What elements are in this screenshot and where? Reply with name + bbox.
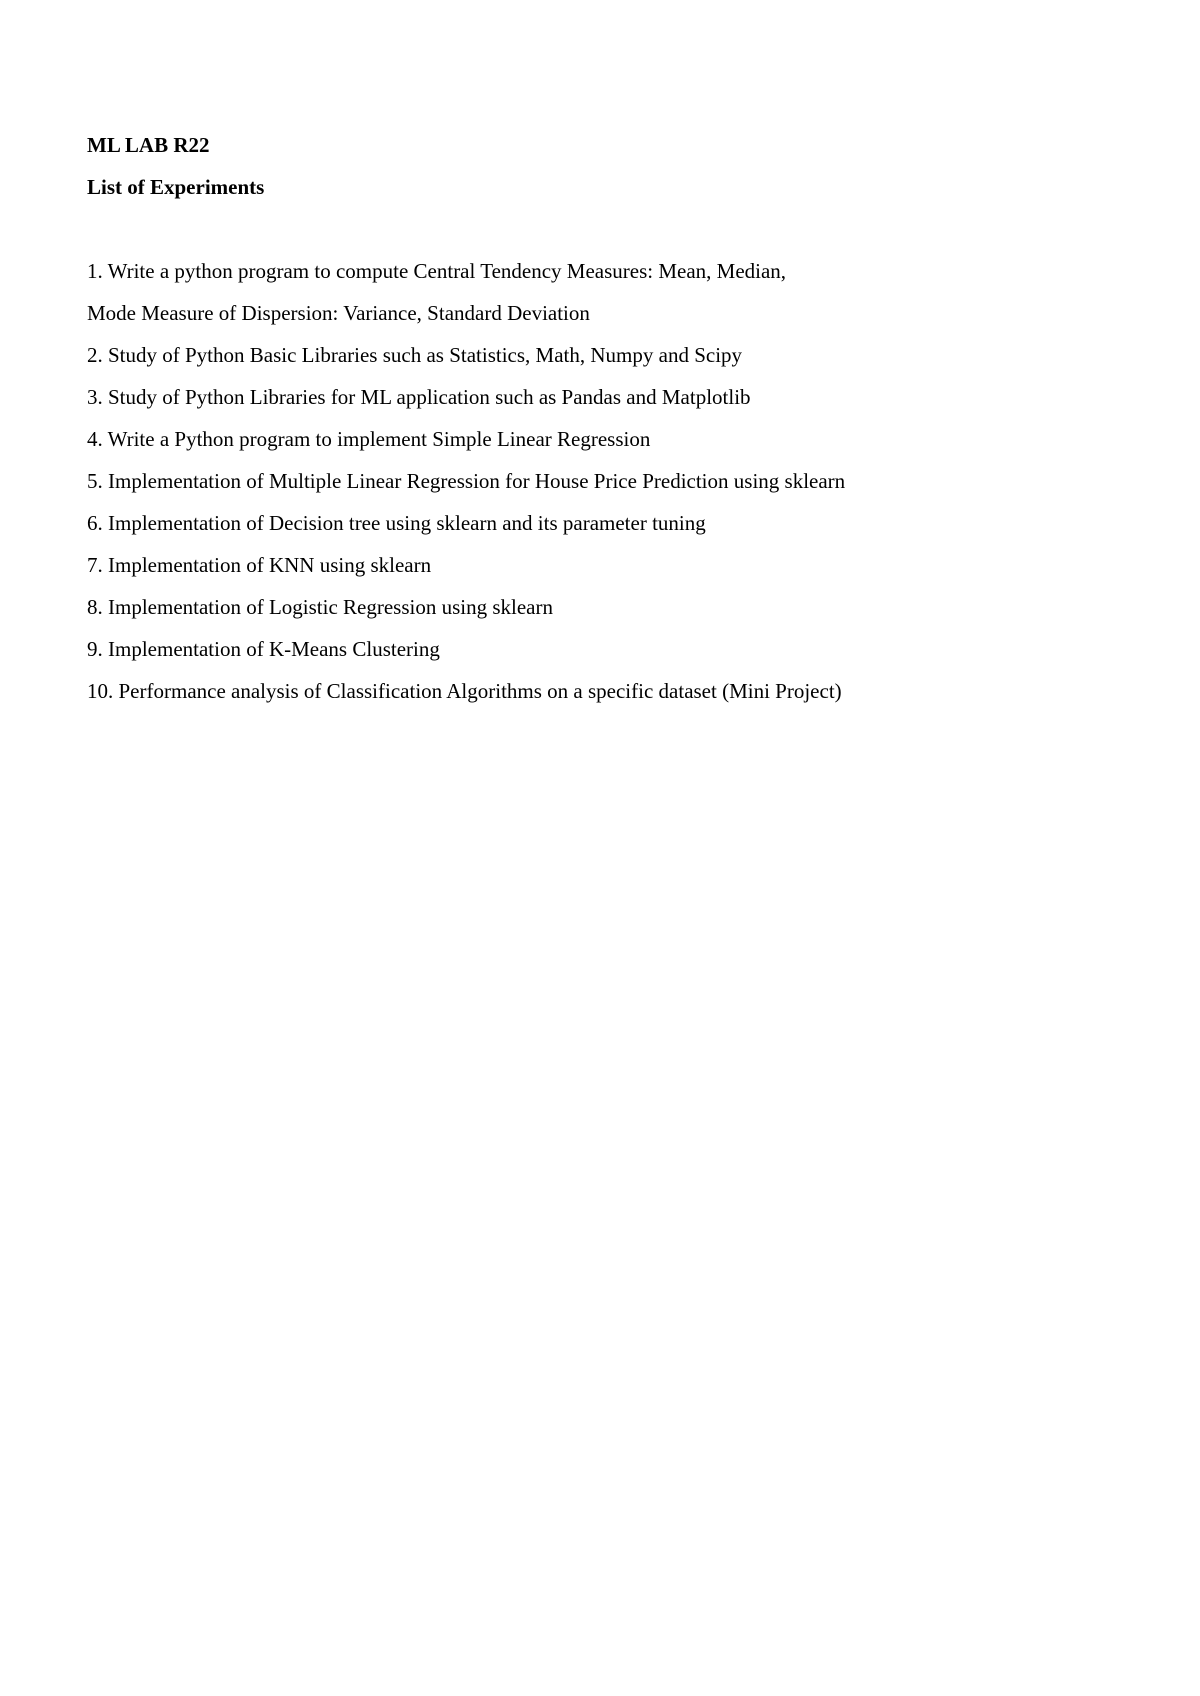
list-item: 8. Implementation of Logistic Regression using sklearn (87, 595, 553, 619)
list-item: Mode Measure of Dispersion: Variance, Standard Deviation (87, 301, 590, 325)
document-title: ML LAB R22 (87, 133, 210, 157)
experiment-list (87, 250, 1147, 712)
list-item: 4. Write a Python program to implement Simple Linear Regression (87, 427, 651, 451)
list-item: 9. Implementation of K-Means Clustering (87, 637, 440, 661)
document-subtitle: List of Experiments (87, 175, 265, 199)
spacer (87, 208, 1147, 250)
list-item: 10. Performance analysis of Classification Algorithms on a specific dataset (Mini Project) (87, 679, 842, 703)
list-item: 6. Implementation of Decision tree using sklearn and its parameter tuning (87, 511, 706, 535)
list-item: 3. Study of Python Libraries for ML application such as Pandas and Matplotlib (87, 385, 751, 409)
document-content (87, 124, 1147, 712)
list-item: 2. Study of Python Basic Libraries such as Statistics, Math, Numpy and Scipy (87, 343, 743, 367)
list-item: 7. Implementation of KNN using sklearn (87, 553, 432, 577)
list-item: 5. Implementation of Multiple Linear Regression for House Price Prediction using sklearn (87, 469, 846, 493)
list-item: 1. Write a python program to compute Central Tendency Measures: Mean, Median, (87, 259, 787, 283)
